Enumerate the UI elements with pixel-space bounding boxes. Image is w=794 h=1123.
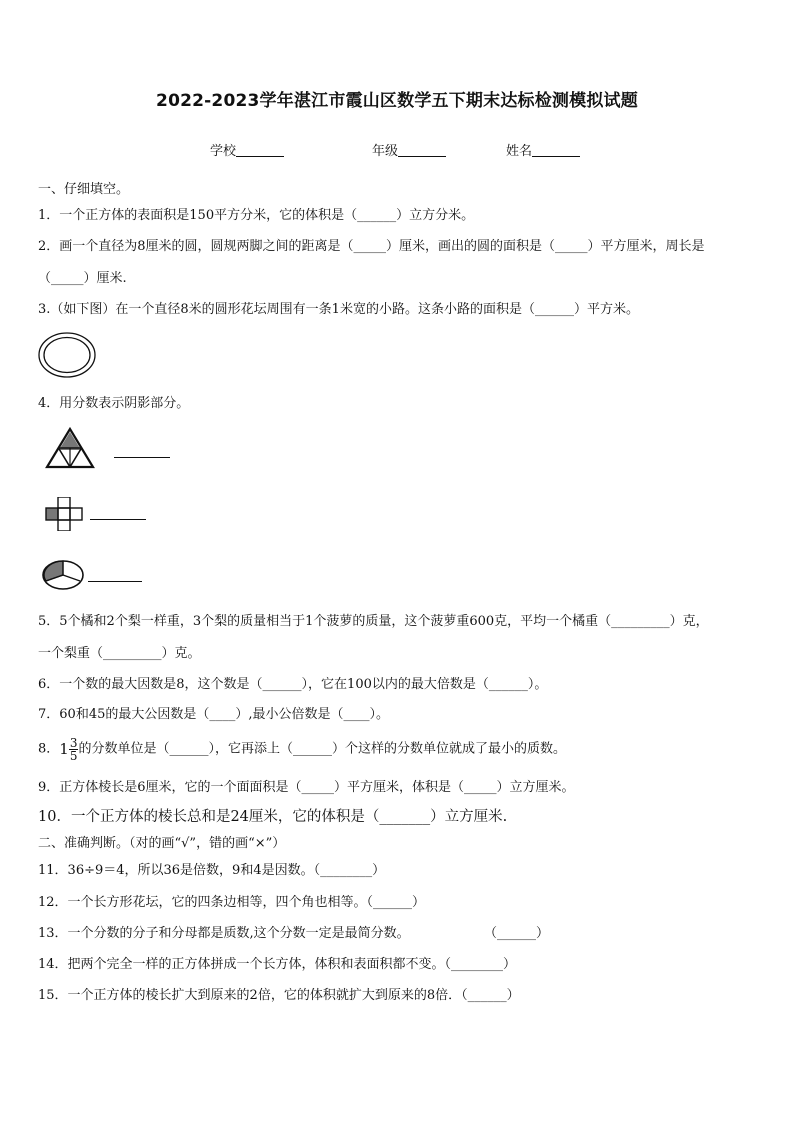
grade-field [372, 140, 446, 159]
section-heading-2: 二、准确判断。（对的画“√”，错的画“×”） [38, 836, 286, 851]
answer-line-4b[interactable] [90, 519, 146, 520]
answer-line-4c[interactable] [88, 581, 142, 582]
question-12: 12．一个长方形花坛，它的四条边相等，四个角也相等。（______） [38, 895, 426, 910]
section-heading-1: 一、仔细填空。 [38, 182, 130, 197]
name-label: 姓名 [506, 144, 533, 159]
shaded-square [46, 508, 58, 520]
answer-line-4a[interactable] [114, 457, 170, 458]
question-2-line-2: （_____）厘米. [38, 271, 127, 286]
school-field [210, 140, 284, 159]
question-8-text: 的分数单位是（______），它再添上（______）个这样的分数单位就成了最小的质数。 [78, 741, 566, 757]
question-10: 10．一个正方体的棱长总和是24厘米，它的体积是（_______）立方厘米. [38, 809, 508, 825]
page-title: 2022-2023学年湛江市霞山区数学五下期末达标检测模拟试题 [156, 91, 638, 111]
triangle-fraction-figure [44, 426, 100, 470]
question-7: 7．60和45的最大公因数是（____）,最小公倍数是（____）。 [38, 707, 389, 722]
school-blank[interactable] [236, 144, 284, 157]
name-blank[interactable] [532, 144, 580, 157]
school-label: 学校 [210, 144, 237, 159]
question-15: 15．一个正方体的棱长扩大到原来的2倍，它的体积就扩大到原来的8倍．（______） [38, 988, 520, 1003]
question-2-line-1: 2．画一个直径为8厘米的圆，圆规两脚之间的距离是（_____）厘米，画出的圆的面积是（_____）平方厘米，周长是 [38, 239, 705, 254]
grade-label: 年级 [372, 144, 399, 159]
question-4: 4．用分数表示阴影部分。 [38, 396, 190, 411]
question-11: 11．36÷9＝4，所以36是倍数，9和4是因数。（________） [38, 863, 386, 878]
question-14: 14．把两个完全一样的正方体拼成一个长方体，体积和表面积都不变。（________） [38, 957, 517, 972]
question-6: 6．一个数的最大因数是8，这个数是（______），它在100以内的最大倍数是（______）。 [38, 677, 548, 692]
fraction-denominator: 5 [69, 748, 78, 763]
question-1: 1．一个正方体的表面积是150平方分米，它的体积是（______）立方分米。 [38, 208, 475, 223]
question-3: 3.（如下图）在一个直径8米的圆形花坛周围有一条1米宽的小路。这条小路的面积是（______）平方米。 [38, 302, 639, 317]
question-8-prefix: 8． [38, 741, 60, 757]
question-8 [38, 736, 566, 763]
question-13: 13．一个分数的分子和分母都是质数,这个分数一定是最简分数。 [38, 926, 410, 941]
inner-circle [44, 338, 90, 373]
outer-circle [39, 333, 95, 377]
ring-path-figure [36, 330, 100, 380]
fraction-numerator: 3 [69, 735, 78, 750]
question-5-line-1: 5．5个橘和2个梨一样重，3个梨的质量相当于1个菠萝的质量，这个菠萝重600克，平均一个橘重（_________）克， [38, 614, 709, 629]
question-9: 9．正方体棱长是6厘米，它的一个面面积是（_____）平方厘米，体积是（_____）立方厘米。 [38, 780, 575, 795]
question-5-line-2: 一个梨重（_________）克。 [38, 646, 201, 661]
mixed-number-whole: 1 [59, 740, 69, 758]
cross-fraction-figure [44, 497, 90, 531]
question-13-answer[interactable]: （______） [484, 926, 550, 941]
grade-blank[interactable] [398, 144, 446, 157]
name-field [506, 140, 580, 159]
pie-fraction-figure [40, 558, 86, 592]
